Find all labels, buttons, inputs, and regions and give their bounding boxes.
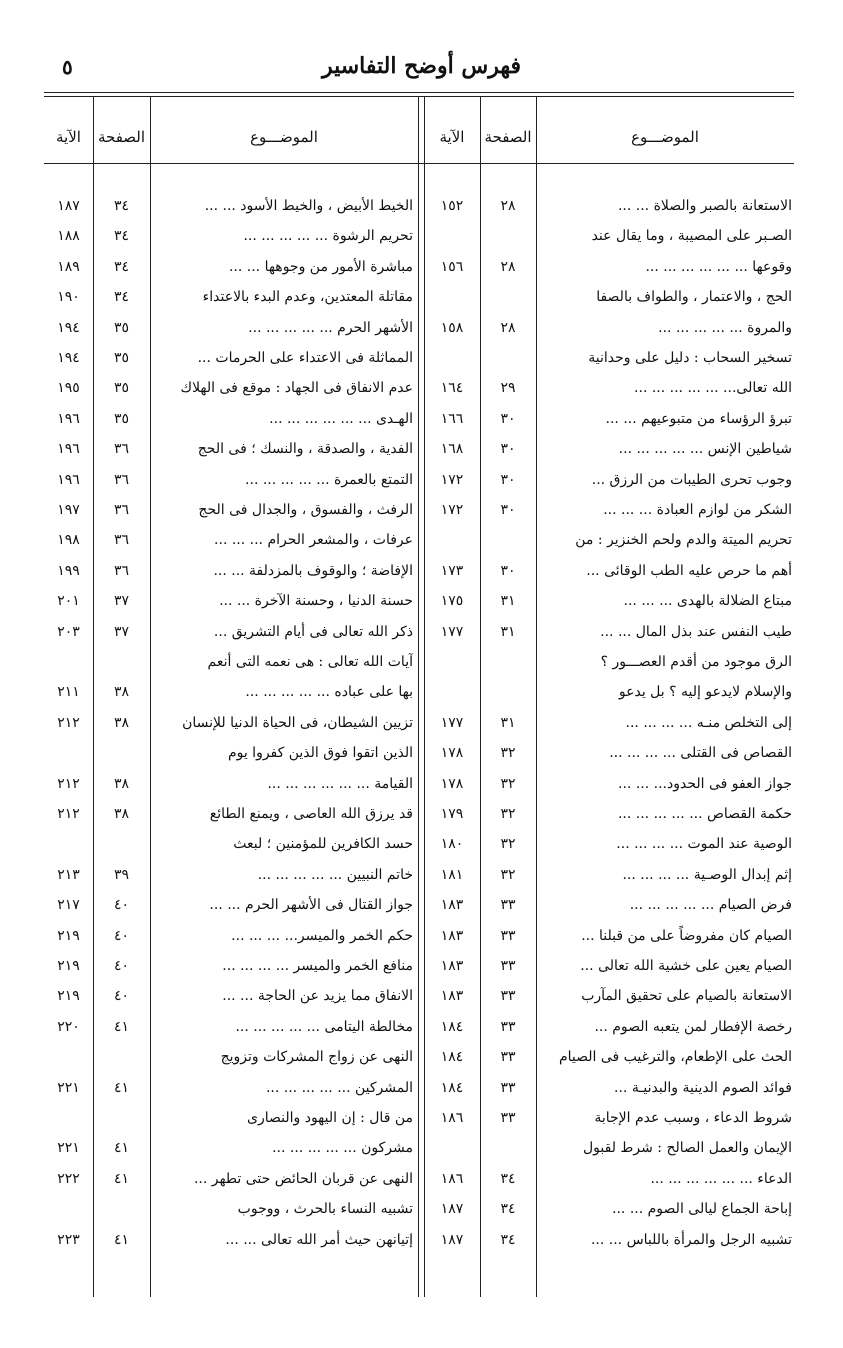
index-row	[0, 676, 843, 709]
topic-text: طيب النفس عند بذل المال ... ...	[600, 623, 792, 640]
verse-number-cell	[424, 676, 480, 709]
verse-number-cell: ١٨٤	[440, 1018, 464, 1035]
page-number-cell: ٣٣	[500, 988, 516, 1005]
topic-text: حسنة الدنيا ، وحسنة الآخرة ... ...	[219, 593, 413, 610]
page-number-cell: ٣٥	[113, 319, 130, 336]
verse-number-cell: ١٧٨	[440, 745, 464, 762]
verse-number-cell: ٢١٧	[57, 897, 80, 914]
topic-text: الصيام يعين على خشية الله تعالى ...	[580, 958, 792, 974]
page-number-cell	[480, 281, 536, 314]
topic-text: تحريم الميتة والدم ولحم الخنزير : من	[575, 532, 792, 549]
verse-number-cell: ١٥٢	[440, 198, 464, 214]
verse-number-cell: ١٥٨	[440, 319, 464, 336]
topic-text: منافع الخمر والميسر ... ... ... ...	[222, 958, 413, 974]
topic-text: أهم ما حرص عليه الطب الوقائى ...	[586, 562, 792, 579]
topic-text: إلى التخلص منـه ... ... ... ...	[625, 714, 792, 731]
page-number-cell: ٣٢	[500, 836, 516, 853]
verse-number-cell: ١٩٠	[57, 289, 80, 306]
verse-number-cell: ٢١٩	[57, 958, 80, 974]
verse-number-cell: ١٨٧	[57, 198, 80, 214]
page-number-cell: ٣١	[500, 623, 516, 640]
page-number-cell: ٣٨	[113, 806, 130, 822]
topic-text: تسخير السحاب : دليل على وحدانية	[588, 350, 792, 366]
index-row	[0, 707, 843, 740]
verse-number-cell: ٢١٢	[57, 806, 80, 822]
verse-number-cell: ١٧٥	[440, 593, 464, 610]
page-number-cell: ٣٢	[500, 866, 516, 883]
page-number-cell: ٤٠	[113, 897, 130, 914]
topic-text: المشركين ... ... ... ... ...	[265, 1079, 413, 1096]
verse-number-cell: ١٨٦	[440, 1110, 464, 1126]
verse-number-cell: ٢١٩	[57, 927, 80, 944]
topic-text: الإفاضة ؛ والوقوف بالمزدلفة ... ...	[213, 562, 413, 579]
topic-text: عدم الانفاق فى الجهاد : موقع فى الهلاك	[180, 380, 413, 397]
topic-text: حكم الخمر والميسر... ... ... ...	[231, 927, 413, 944]
topic-text: حسد الكافرين للمؤمنين ؛ لبعث	[233, 836, 413, 853]
top-rule	[44, 92, 794, 93]
index-row	[0, 768, 843, 801]
topic-text: رخصة الإفطار لمن يتعبه الصوم ...	[594, 1018, 792, 1035]
verse-number-cell: ١٨٦	[440, 1170, 464, 1187]
index-row	[0, 433, 843, 466]
verse-number-cell: ١٨٠	[440, 836, 464, 853]
topic-text: الحج ، والاعتمار ، والطواف بالصفا	[596, 289, 792, 306]
page-number-cell: ٣٦	[113, 502, 130, 518]
topic-text: مقاتلة المعتدين، وعدم البدء بالاعتداء	[202, 289, 413, 306]
verse-number-cell: ١٦٦	[440, 410, 464, 427]
page-number-cell	[480, 220, 536, 253]
page-number-cell: ٢٩	[500, 380, 516, 397]
index-row	[0, 190, 843, 223]
verse-number-cell: ١٨٧	[440, 1231, 464, 1248]
page-number-cell: ٣٨	[113, 684, 130, 701]
topic-text: التمتع بالعمرة ... ... ... ... ...	[245, 471, 413, 488]
index-row	[0, 1132, 843, 1165]
index-row	[0, 1224, 843, 1257]
page-number-cell	[480, 676, 536, 709]
verse-number-cell: ١٥٦	[440, 258, 464, 275]
verse-number-cell	[424, 646, 480, 679]
page-number-cell: ٣١	[500, 714, 516, 731]
topic-text: تشبيه النساء بالحرث ، ووجوب	[237, 1201, 413, 1218]
page-number-cell: ٣٣	[500, 927, 516, 944]
verse-number-cell: ١٨٣	[440, 988, 464, 1005]
verse-number-cell: ١٨٨	[57, 228, 80, 245]
verse-number-cell: ١٨٩	[57, 258, 80, 275]
topic-text: الاستعانة بالصبر والصلاة ... ...	[617, 198, 792, 214]
index-row	[0, 889, 843, 922]
verse-number-cell: ٢٠٣	[57, 623, 80, 640]
index-row	[0, 1163, 843, 1196]
verse-number-cell: ١٦٨	[440, 441, 464, 458]
page-number-cell: ٤٠	[113, 927, 130, 944]
topic-text: الشكر من لوازم العبادة ... ... ...	[603, 502, 792, 518]
verse-number-cell	[424, 342, 480, 375]
topic-text: مباشرة الأمور من وجوهها ... ...	[228, 258, 413, 275]
page-number-cell: ٣٣	[500, 1049, 516, 1066]
verse-number-cell: ١٧٢	[440, 471, 464, 488]
index-row	[0, 950, 843, 983]
verse-number-cell: ١٨٤	[440, 1079, 464, 1096]
verse-number-cell: ١٧٧	[440, 714, 464, 731]
page-number-cell: ٣٧	[113, 593, 130, 610]
topic-header-left: الموضـــوع	[250, 128, 318, 146]
index-row	[0, 1072, 843, 1105]
verse-number-cell: ١٨١	[440, 866, 464, 883]
topic-text: الفدية ، والصدقة ، والنسك ؛ فى الحج	[197, 441, 413, 458]
topic-text: الله تعالى... ... ... ... ... ...	[634, 380, 792, 397]
topic-text: شياطين الإنس ... ... ... ... ...	[618, 441, 792, 458]
topic-text: إباحة الجماع ليالى الصوم ... ...	[612, 1201, 792, 1218]
index-row	[0, 524, 843, 557]
page-header-left: الصفحة	[97, 128, 146, 146]
topic-text: الهـدى ... ... ... ... ... ...	[269, 410, 413, 427]
verse-number-cell: ١٨٤	[440, 1049, 464, 1066]
page-number-cell: ٣٢	[500, 745, 516, 762]
verse-header-left: الآية	[56, 128, 81, 146]
topic-text: الوصية عند الموت ... ... ... ...	[616, 836, 792, 853]
index-row	[0, 859, 843, 892]
page-number-cell: ٣٦	[113, 471, 130, 488]
index-row	[0, 798, 843, 831]
index-row	[0, 372, 843, 405]
index-row	[0, 342, 843, 375]
verse-number-cell: ١٩٦	[57, 410, 80, 427]
verse-header-right: الآية	[439, 128, 465, 146]
page-number-cell	[480, 1132, 536, 1165]
verse-number-cell: ٢١٢	[57, 775, 80, 792]
page-number-cell: ٣٤	[500, 1201, 516, 1218]
page-number-cell: ٤١	[113, 1018, 130, 1035]
topic-text: جواز القتال فى الأشهر الحرم ... ...	[209, 897, 413, 914]
verse-number-cell: ٢١٣	[57, 866, 80, 883]
page-number-cell: ٣٨	[113, 714, 130, 731]
page-number-cell: ٣٨	[113, 775, 130, 792]
topic-text: من قال : إن اليهود والنصارى	[247, 1110, 413, 1126]
topic-text: تشبيه الرجل والمرأة باللباس ... ...	[590, 1231, 792, 1248]
verse-number-cell	[424, 524, 480, 557]
top-rule-2	[44, 96, 794, 97]
topic-text: المماثلة فى الاعتداء على الحرمات ...	[197, 350, 413, 366]
page-number-cell: ٣٤	[500, 1170, 516, 1187]
page-number-cell: ٣٤	[113, 228, 130, 245]
topic-text: الحث على الإطعام، والترغيب فى الصيام	[558, 1049, 792, 1066]
verse-number-cell: ١٨٣	[440, 897, 464, 914]
index-row	[0, 1193, 843, 1226]
header-rule	[44, 163, 794, 164]
verse-number-cell	[424, 220, 480, 253]
page-number-cell: ٢٨	[500, 198, 516, 214]
verse-number-cell: ٢١٩	[57, 988, 80, 1005]
page-number-cell: ٤٠	[113, 988, 130, 1005]
topic-text: الانفاق مما يزيد عن الحاجة ... ...	[222, 988, 413, 1005]
index-row	[0, 585, 843, 618]
page-number-cell: ٣٦	[113, 562, 130, 579]
topic-text: إتيانهن حيث أمر الله تعالى ... ...	[225, 1231, 413, 1248]
topic-text: الإيمان والعمل الصالح : شرط لقبول	[583, 1140, 792, 1157]
page-number-cell: ٣٦	[113, 532, 130, 549]
verse-number-cell: ١٩٥	[57, 380, 80, 397]
topic-text: مبتاع الضلالة بالهدى ... ... ...	[623, 593, 792, 610]
topic-text: قد يرزق الله العاصى ، ويمنع الطائع	[209, 806, 413, 822]
page-number-cell: ٤١	[113, 1170, 130, 1187]
page-number-cell: ٣٥	[113, 380, 130, 397]
verse-number-cell: ١٧٢	[440, 502, 464, 518]
verse-number-cell: ٢٢٣	[57, 1231, 80, 1248]
page-number-cell: ٤١	[113, 1079, 130, 1096]
page-number-cell: ٣٤	[500, 1231, 516, 1248]
verse-number-cell: ٢٢١	[57, 1140, 80, 1157]
topic-text: مشركون ... ... ... ... ...	[272, 1140, 413, 1157]
index-row	[0, 828, 843, 861]
index-row	[0, 920, 843, 953]
topic-text: الذين اتقوا فوق الذين كفروا يوم	[227, 745, 413, 762]
topic-text: والإسلام لايدعو إليه ؟ بل يدعو	[618, 684, 792, 701]
topic-text: مخالطة اليتامى ... ... ... ... ...	[235, 1018, 413, 1035]
topic-text: فوائد الصوم الدينية والبدنيـة ...	[614, 1079, 792, 1096]
topic-text: شروط الدعاء ، وسبب عدم الإجابة	[594, 1110, 792, 1126]
topic-text: تبرؤ الرؤساء من متبوعيهم ... ...	[605, 410, 792, 427]
page-number-cell: ٢٨	[500, 319, 516, 336]
verse-number-cell: ٢٢٢	[57, 1170, 80, 1187]
verse-number-cell: ١٩٨	[57, 532, 80, 549]
page-number-cell: ٢٨	[500, 258, 516, 275]
verse-number-cell: ١٨٧	[440, 1201, 464, 1218]
topic-text: إثم إبدال الوصـية ... ... ... ...	[622, 866, 792, 883]
index-row	[0, 737, 843, 770]
page-number-cell: ٤٠	[113, 958, 130, 974]
index-row	[0, 980, 843, 1013]
page-header-right: الصفحة	[484, 128, 532, 146]
page-number-cell: ٤١	[113, 1231, 130, 1248]
verse-number-cell: ١٩٧	[57, 502, 80, 518]
topic-text: فرض الصيام ... ... ... ... ...	[629, 897, 792, 914]
verse-number-cell: ١٩٤	[57, 350, 80, 366]
page-number-cell: ٣٠	[500, 441, 516, 458]
page-number-cell: ٣٩	[113, 866, 130, 883]
verse-number-cell: ١٧٩	[440, 806, 464, 822]
verse-number-cell: ٢١٢	[57, 714, 80, 731]
verse-number-cell: ٢٢١	[57, 1079, 80, 1096]
topic-text: تحريم الرشوة ... ... ... ... ...	[243, 228, 413, 245]
page-number-cell: ٣٣	[500, 897, 516, 914]
topic-text: جواز العفو فى الحدود... ... ...	[618, 775, 792, 792]
index-row	[0, 464, 843, 497]
verse-number-cell: ١٦٤	[440, 380, 464, 397]
topic-text: خاتم النبيين ... ... ... ... ...	[257, 866, 413, 883]
page-number-cell: ٣١	[500, 593, 516, 610]
index-row	[0, 616, 843, 649]
page-number-cell	[480, 524, 536, 557]
verse-number-cell: ٢٢٠	[57, 1018, 80, 1035]
page-number-cell: ٣٥	[113, 350, 130, 366]
topic-text: الأشهر الحرم ... ... ... ... ...	[248, 319, 413, 336]
topic-text: آيات الله تعالى : هى نعمه التى أنعم	[207, 654, 413, 670]
page-number-cell	[480, 646, 536, 679]
index-row	[0, 646, 843, 679]
topic-text: النهى عن زواج المشركات وتزويج	[220, 1049, 413, 1066]
topic-text: القصاص فى القتلى ... ... ... ...	[609, 745, 792, 762]
verse-number-cell: ١٨٣	[440, 958, 464, 974]
verse-number-cell: ١٩٦	[57, 471, 80, 488]
page-number-cell: ٣٢	[500, 775, 516, 792]
page-number-cell: ٣٢	[500, 806, 516, 822]
index-row	[0, 403, 843, 436]
topic-text: الصـبر على المصيبة ، وما يقال عند	[591, 228, 792, 245]
topic-text: القيامة ... ... ... ... ... ...	[267, 775, 413, 792]
topic-text: النهى عن قربان الحائض حتى تطهر ...	[193, 1170, 413, 1187]
page-number-cell: ٣٠	[500, 562, 516, 579]
verse-number-cell: ١٧٨	[440, 775, 464, 792]
topic-text: عرفات ، والمشعر الحرام ... ... ...	[214, 532, 413, 549]
page-number-cell: ٣٣	[500, 958, 516, 974]
verse-number-cell: ٢١١	[57, 684, 80, 701]
verse-number-cell: ١٩٩	[57, 562, 80, 579]
topic-text: والمروة ... ... ... ... ...	[658, 319, 792, 336]
topic-text: وقوعها ... ... ... ... ... ...	[645, 258, 792, 275]
topic-text: تزيين الشيطان، فى الحياة الدنيا للإنسان	[182, 714, 413, 731]
topic-text: الرفث ، والفسوق ، والجدال فى الحج	[198, 502, 413, 518]
verse-number-cell: ١٧٣	[440, 562, 464, 579]
topic-text: ذكر الله تعالى فى أيام التشريق ...	[213, 623, 413, 640]
page-number-cell: ٣٣	[500, 1110, 516, 1126]
verse-number-cell: ٢٠١	[57, 593, 80, 610]
index-row	[0, 1041, 843, 1074]
topic-text: حكمة القصاص ... ... ... ... ...	[617, 806, 792, 822]
verse-number-cell: ١٩٤	[57, 319, 80, 336]
index-row	[0, 281, 843, 314]
page-number-cell: ٣٠	[500, 471, 516, 488]
topic-text: الدعاء ... ... ... ... ... ...	[650, 1170, 792, 1187]
verse-number-cell: ١٧٧	[440, 623, 464, 640]
index-row	[0, 1011, 843, 1044]
topic-text: الصيام كان مفروضاً على من قبلنا ...	[581, 927, 792, 944]
verse-number-cell	[424, 1132, 480, 1165]
topic-header-right: الموضـــوع	[631, 128, 699, 146]
topic-text: وجوب تحرى الطيبات من الرزق ...	[591, 471, 792, 488]
index-row	[0, 1102, 843, 1135]
page-number-cell: ٣٠	[500, 410, 516, 427]
page-number-cell: ٣٤	[113, 258, 130, 275]
verse-number-cell: ١٩٦	[57, 441, 80, 458]
page-number-cell: ٣٥	[113, 410, 130, 427]
page-number-cell: ٣٤	[113, 198, 130, 214]
page-number-cell: ٣٤	[113, 289, 130, 306]
topic-text: الاستعانة بالصيام على تحقيق المآرب	[581, 988, 792, 1005]
index-row	[0, 555, 843, 588]
index-row	[0, 494, 843, 527]
topic-text: الخيط الأبيض ، والخيط الأسود ... ...	[204, 198, 413, 214]
topic-text: الرق موجود من أقدم العصـــور ؟	[600, 654, 792, 670]
page-number-cell: ٣٣	[500, 1018, 516, 1035]
index-row	[0, 251, 843, 284]
page-number-cell: ٣٦	[113, 441, 130, 458]
page-number-cell: ٣٧	[113, 623, 130, 640]
page-number: ٥	[62, 55, 73, 79]
page-number-cell: ٤١	[113, 1140, 130, 1157]
page-number-cell	[480, 342, 536, 375]
verse-number-cell: ١٨٣	[440, 927, 464, 944]
page-number-cell: ٣٠	[500, 502, 516, 518]
index-row	[0, 312, 843, 345]
topic-text: بها على عباده ... ... ... ... ...	[245, 684, 413, 701]
page-number-cell: ٣٣	[500, 1079, 516, 1096]
verse-number-cell	[424, 281, 480, 314]
page-title: فهرس أوضح التفاسير	[321, 53, 522, 79]
index-row	[0, 220, 843, 253]
